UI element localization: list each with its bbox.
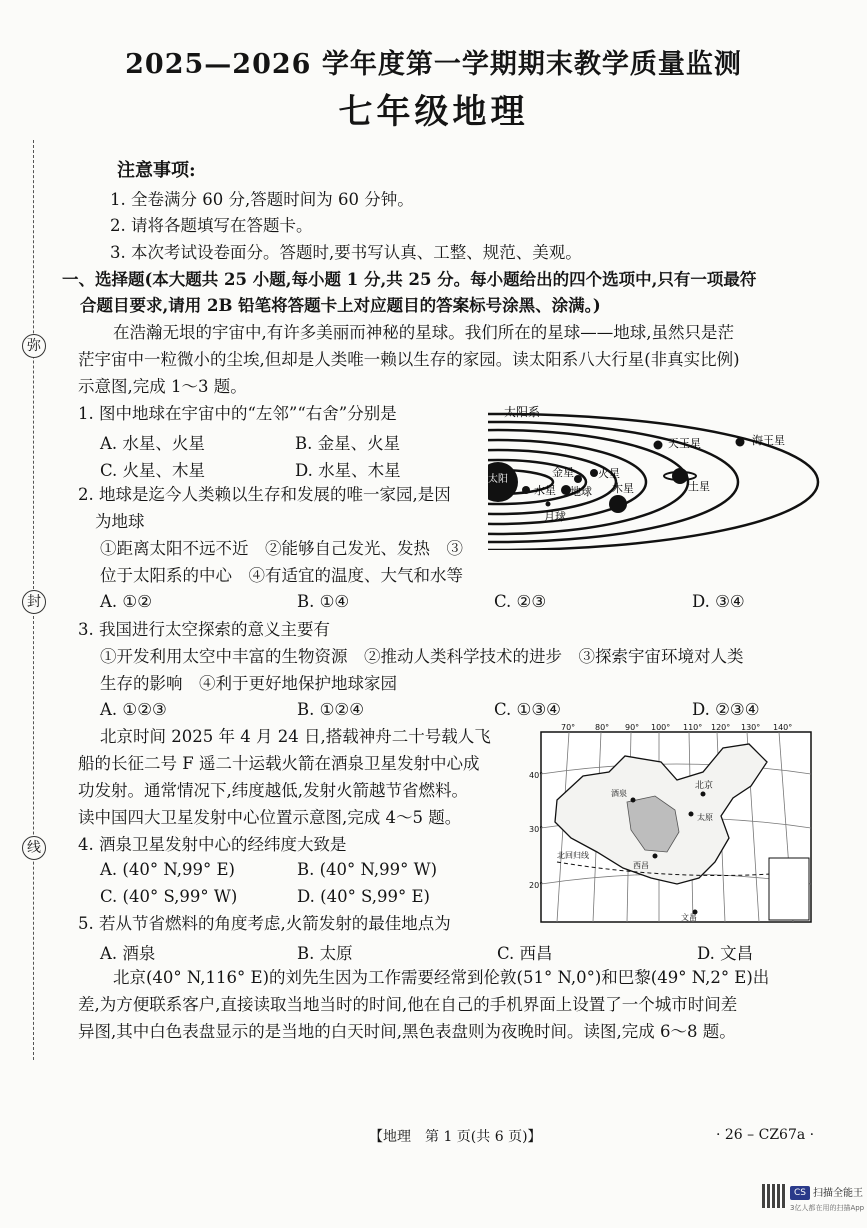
intro-text: 示意图,完成 1～3 题。 <box>78 377 247 396</box>
planet-label-mars: 火星 <box>598 467 620 480</box>
svg-text:140°: 140° <box>773 723 793 732</box>
china-launch-centers-map <box>527 722 827 932</box>
margin-mark-seal: 封 <box>22 590 46 614</box>
question-4-stem: 4. 酒泉卫星发射中心的经纬度大致是 <box>78 835 347 854</box>
question-3-option-c: C. ①③④ <box>494 700 561 719</box>
question-2-statements: ①距离太阳不远不近 ②能够自己发光、发热 ③ <box>100 539 463 558</box>
city-label-taiyuan: 太原 <box>697 813 713 822</box>
moon-label: 月球 <box>544 510 566 523</box>
planet-label-mercury: 水星 <box>534 484 556 497</box>
city-label-jiuquan: 酒泉 <box>611 789 627 798</box>
city-marker <box>653 854 658 859</box>
planet-mars <box>590 469 598 477</box>
planet-label-jupiter: 木星 <box>612 482 634 495</box>
question-2-option-b: B. ①④ <box>297 592 350 611</box>
intro-text: 读中国四大卫星发射中心位置示意图,完成 4～5 题。 <box>78 808 462 827</box>
planet-label-saturn: 土星 <box>688 480 710 493</box>
margin-mark-seal: 弥 <box>22 334 46 358</box>
question-3-statements: 生存的影响 ④利于更好地保护地球家园 <box>100 674 397 693</box>
question-5-option-a: A. 酒泉 <box>100 944 156 963</box>
planet-uranus <box>654 441 663 450</box>
planet-mercury <box>522 486 530 494</box>
question-2-option-a: A. ①② <box>100 592 152 611</box>
svg-text:30°: 30° <box>529 825 544 834</box>
question-4-option-d: D. (40° S,99° E) <box>297 887 430 906</box>
city-label-beijing: 北京 <box>695 781 714 791</box>
svg-text:130°: 130° <box>741 723 761 732</box>
question-1-option-a: A. 水星、火星 <box>100 434 205 453</box>
question-2-option-c: C. ②③ <box>494 592 547 611</box>
sun-label: 太阳 <box>488 474 508 485</box>
page-footer: 【地理 第 1 页(共 6 页)】 <box>369 1129 542 1145</box>
section-heading: 一、选择题(本大题共 25 小题,每小题 1 分,共 25 分。每小题给出的四个选项中,只有一项最符 <box>62 270 757 289</box>
intro-text: 差,为方便联系客户,直接读取当地当时的时间,他在自己的手机界面上设置了一个城市时间差 <box>78 995 738 1014</box>
planet-label-earth: 地球 <box>570 485 592 498</box>
south-china-sea-inset <box>769 858 809 920</box>
planet-jupiter <box>609 495 627 513</box>
scanner-app-name: 扫描全能王 <box>813 1188 863 1199</box>
question-4-option-c: C. (40° S,99° W) <box>100 887 238 906</box>
intro-text: 北京(40° N,116° E)的刘先生因为工作需要经常到伦敦(51° N,0°)和巴黎(49° N,2° E)出 <box>113 968 770 987</box>
subject-title: 七年级地理 <box>338 92 529 132</box>
question-1-option-c: C. 火星、木星 <box>100 461 206 480</box>
svg-text:120°: 120° <box>711 723 731 732</box>
intro-text: 茫宇宙中一粒微小的尘埃,但却是人类唯一赖以生存的家园。读太阳系八大行星(非真实比例) <box>78 350 740 369</box>
question-2-option-d: D. ③④ <box>692 592 745 611</box>
qr-code-icon <box>762 1184 786 1208</box>
question-1-option-b: B. 金星、火星 <box>295 434 401 453</box>
question-1-option-d: D. 水星、木星 <box>295 461 401 480</box>
intro-text: 船的长征二号 F 遥二十运载火箭在酒泉卫星发射中心成 <box>78 754 480 773</box>
city-marker <box>631 798 636 803</box>
planet-label-uranus: 天王星 <box>668 437 701 450</box>
notice-item: 2. 请将各题填写在答题卡。 <box>110 216 313 235</box>
question-3-stem: 3. 我国进行太空探索的意义主要有 <box>78 620 330 639</box>
question-2-stem: 2. 地球是迄今人类赖以生存和发展的唯一家园,是因 <box>78 485 451 504</box>
question-4-option-b: B. (40° N,99° W) <box>297 860 438 879</box>
question-5-option-b: B. 太原 <box>297 944 353 963</box>
planet-label-venus: 金星 <box>552 466 574 479</box>
notice-item: 3. 本次考试设卷面分。答题时,要书写认真、工整、规范、美观。 <box>110 243 582 262</box>
city-label-wenchang: 文昌 <box>681 913 697 922</box>
question-3-option-b: B. ①②④ <box>297 700 364 719</box>
notice-item: 1. 全卷满分 60 分,答题时间为 60 分钟。 <box>110 190 414 209</box>
svg-text:40°: 40° <box>529 771 544 780</box>
notice-heading: 注意事项: <box>117 160 196 181</box>
section-heading-cont: 合题目要求,请用 2B 铅笔将答题卡上对应题目的答案标号涂黑、涂满。) <box>80 296 601 315</box>
planet-venus <box>574 475 582 483</box>
solar-figure-title: 太阳系 <box>504 405 541 419</box>
svg-text:20°: 20° <box>529 881 544 890</box>
question-3-option-d: D. ②③④ <box>692 700 760 719</box>
longitude-labels <box>561 723 792 732</box>
question-1-stem: 1. 图中地球在宇宙中的“左邻”“右舍”分别是 <box>78 404 397 423</box>
city-marker <box>701 792 706 797</box>
question-4-option-a: A. (40° N,99° E) <box>100 860 235 879</box>
question-5-option-d: D. 文昌 <box>697 944 754 963</box>
scanner-tagline: 3亿人都在用的扫描App <box>790 1204 865 1212</box>
question-3-statements: ①开发利用太空中丰富的生物资源 ②推动人类科学技术的进步 ③探索宇宙环境对人类 <box>100 647 744 666</box>
scanner-logo-icon: CS <box>790 1186 810 1200</box>
city-label-xichang: 西昌 <box>633 861 649 870</box>
question-2-stem: 为地球 <box>95 512 145 531</box>
solar-system-diagram <box>488 400 828 550</box>
intro-text: 异图,其中白色表盘显示的是当地的白天时间,黑色表盘则为夜晚时间。读图,完成 6～8 题。 <box>78 1022 736 1041</box>
planet-neptune <box>736 438 745 447</box>
svg-text:100°: 100° <box>651 723 671 732</box>
intro-text: 功发射。通常情况下,纬度越低,发射火箭越节省燃料。 <box>78 781 468 800</box>
question-5-stem: 5. 若从节省燃料的角度考虑,火箭发射的最佳地点为 <box>78 914 451 933</box>
question-5-option-c: C. 西昌 <box>497 944 553 963</box>
intro-text: 北京时间 2025 年 4 月 24 日,搭载神舟二十号载人飞 <box>100 727 491 746</box>
svg-text:70°: 70° <box>561 723 576 732</box>
svg-text:110°: 110° <box>683 723 703 732</box>
margin-mark-line: 线 <box>22 836 46 860</box>
question-2-statements: 位于太阳系的中心 ④有适宜的温度、大气和水等 <box>100 566 463 585</box>
moon <box>546 502 551 507</box>
svg-text:90°: 90° <box>625 723 640 732</box>
exam-title: 2025—2026 学年度第一学期期末教学质量监测 <box>125 49 742 80</box>
svg-text:80°: 80° <box>595 723 610 732</box>
planet-saturn <box>672 468 688 484</box>
paper-code: · 26 – CZ67a · <box>716 1127 815 1143</box>
planet-label-neptune: 海王星 <box>752 434 785 447</box>
tropic-label: 北回归线 <box>557 851 589 860</box>
city-marker <box>689 812 694 817</box>
question-3-option-a: A. ①②③ <box>100 700 167 719</box>
intro-text: 在浩瀚无垠的宇宙中,有许多美丽而神秘的星球。我们所在的星球——地球,虽然只是茫 <box>113 323 734 342</box>
